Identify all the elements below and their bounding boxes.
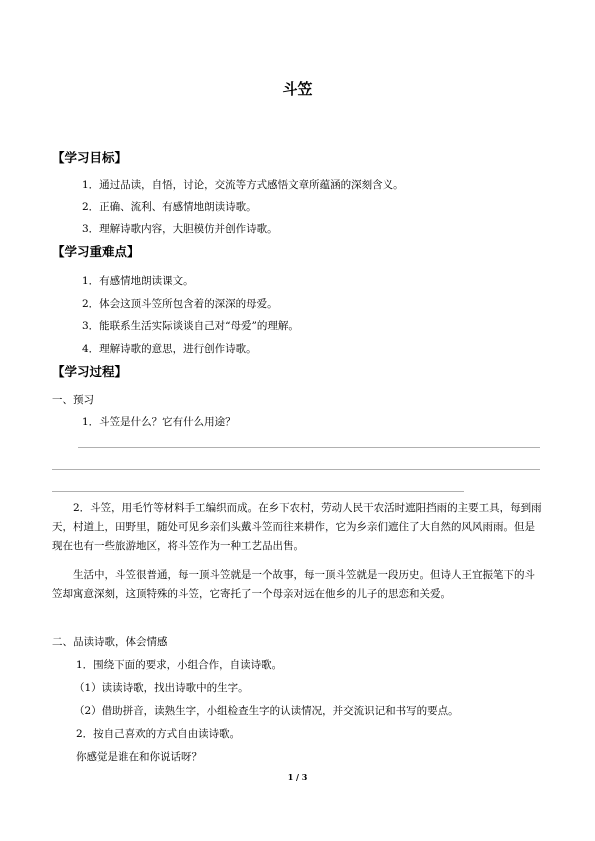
goal-item-2: 2．正确、流利、有感情地朗读诗歌。 [82, 201, 257, 213]
section-heading-goals: 【学习目标】 [52, 150, 128, 165]
step-1a: （1）读读诗歌，找出诗歌中的生字。 [74, 682, 249, 694]
step-1b: （2）借助拼音，读熟生字，小组检查生字的认读情况，并交流识记和书写的要点。 [74, 705, 459, 717]
goal-item-1: 1．通过品读，自悟，讨论，交流等方式感悟文章所蕴涵的深刻含义。 [82, 179, 404, 191]
part-1-heading: 一、预习 [52, 394, 94, 406]
section-heading-key-points: 【学习重难点】 [52, 244, 140, 259]
page-title: 斗笠 [282, 80, 313, 98]
answer-line-2[interactable] [52, 469, 540, 470]
answer-line-3[interactable] [52, 491, 464, 492]
paragraph-douli-meaning: 生活中，斗笠很普通，每一顶斗笠就是一个故事，每一顶斗笠就是一段历史。但诗人王宜振笔下的斗笠却寓意深刻，这顶特殊的斗笠，它寄托了一个母亲对远在他乡的儿子的思恋和关爱。 [52, 569, 535, 600]
step-3-question: 你感觉是谁在和你说话呀？ [76, 751, 202, 763]
key-point-item-2: 2．体会这顶斗笠所包含着的深深的母爱。 [82, 298, 278, 310]
goal-item-3: 3．理解诗歌内容，大胆模仿并创作诗歌。 [82, 223, 278, 235]
page-number: 1 / 3 [287, 772, 308, 782]
section-heading-process: 【学习过程】 [52, 364, 128, 379]
paragraph-douli-intro: 2．斗笠，用毛竹等材料手工编织而成。在乡下农村，劳动人民干农活时遮阳挡雨的主要工具，每到雨天，村道上，田野里，随处可见乡亲们头戴斗笠而往来耕作，它为乡亲们遮住了大自然的风风雨雨。但是现在也有一些旅游地区，将斗笠作为一种工艺品出售。 [52, 502, 542, 552]
key-point-item-3: 3．能联系生活实际谈谈自己对“母爱”的理解。 [82, 320, 299, 332]
step-2: 2．按自己喜欢的方式自由读诗歌。 [76, 728, 241, 740]
part-2-heading: 二、品读诗歌，体会情感 [52, 636, 168, 648]
key-point-item-4: 4．理解诗歌的意思，进行创作诗歌。 [82, 343, 257, 355]
preview-question-1: 1．斗笠是什么？它有什么用途？ [82, 416, 236, 428]
answer-line-1[interactable] [78, 447, 540, 448]
key-point-item-1: 1．有感情地朗读课文。 [82, 275, 194, 287]
step-1: 1．围绕下面的要求，小组合作，自读诗歌。 [76, 659, 283, 671]
